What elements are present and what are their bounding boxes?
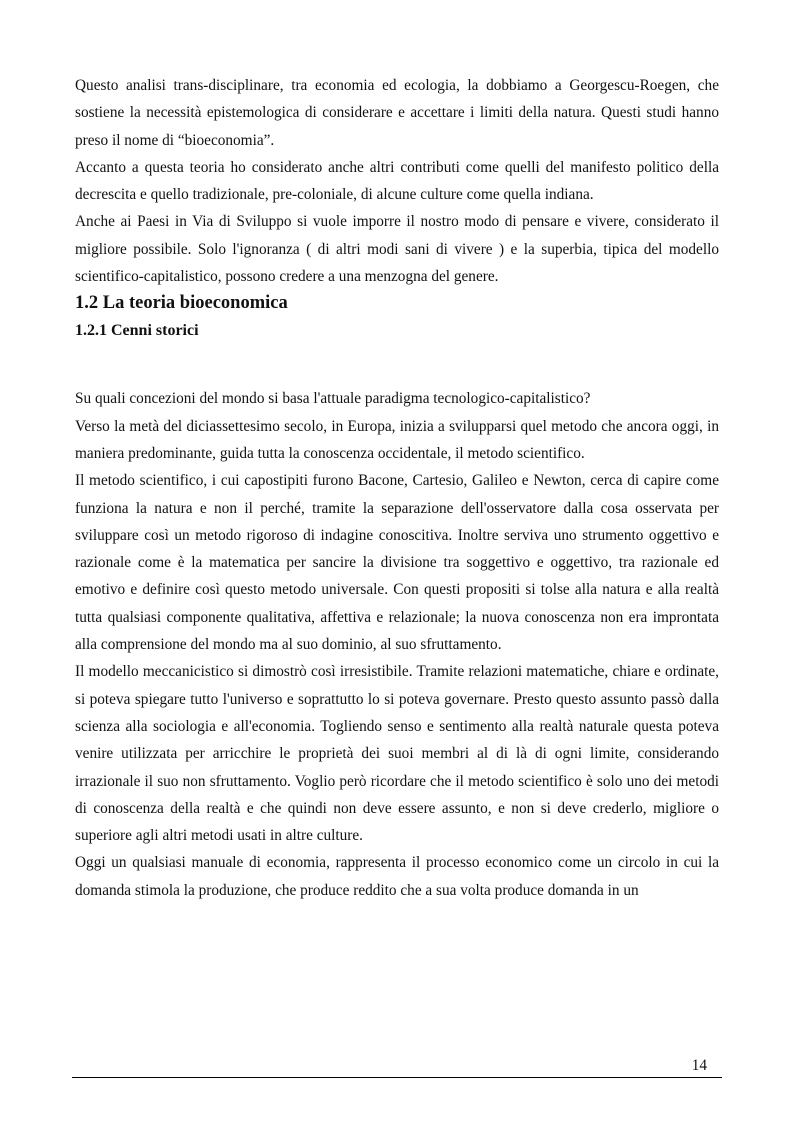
body-paragraph-1: Su quali concezioni del mondo si basa l'attuale paradigma tecnologico-capitalistico? (75, 390, 591, 408)
body-paragraph-4: Il modello meccanicistico si dimostrò così irresistibile. Tramite relazioni matematiche, chiare e ordinate, si poteva spiegare tutto l'universo e soprattutto lo si poteva governare. Presto questo assunto passò dalla scienza alla sociologia e all'economia. Togliendo senso e sentimento alla realtà naturale questa poteva venire utilizzata per arricchire le proprietà dei suoi membri al di là di ogni limite, considerando irrazionale il suo non sfruttamento. Voglio però ricordare che il metodo scientifico è solo uno dei metodi di conoscenza della realtà e che quindi non deve essere assunto, e non si deve crederlo, migliore o superiore agli altri metodi usati in altre culture. (75, 663, 719, 845)
footer-divider (72, 1077, 722, 1078)
page-content (75, 72, 719, 904)
section-heading: 1.2 La teoria bioeconomica (75, 293, 288, 314)
intro-paragraph-2: Accanto a questa teoria ho considerato anche altri contributi come quelli del manifesto politico della decrescita e quello tradizionale, pre-coloniale, di alcune culture come quella indiana. (75, 158, 719, 204)
body-paragraph-2: Verso la metà del diciassettesimo secolo, in Europa, inizia a svilupparsi quel metodo che ancora oggi, in maniera predominante, guida tutta la conoscenza occidentale, il metodo scientifico. (75, 417, 719, 462)
body-paragraph-5: Oggi un qualsiasi manuale di economia, rappresenta il processo economico come un circolo in cui la domanda stimola la produzione, che produce reddito che a sua volta produce domanda in un (75, 854, 719, 899)
intro-paragraph-1: Questo analisi trans-disciplinare, tra economia ed ecologia, la dobbiamo a Georgescu-Roegen, che sostiene la necessità epistemologica di considerare e accettare i limiti della natura. Questi studi hanno preso il nome di “bioeconomia”. (75, 77, 719, 149)
page-number: 14 (691, 1057, 707, 1074)
subsection-heading: 1.2.1 Cenni storici (75, 322, 199, 340)
body-paragraph-3: Il metodo scientifico, i cui capostipiti furono Bacone, Cartesio, Galileo e Newton, cerca di capire come funziona la natura e non il perché, tramite la separazione dell'osservatore dalla cosa osservata per sviluppare così un metodo rigoroso di indagine conoscitiva. Inoltre serviva uno strumento oggettivo e razionale come è la matematica per sancire la divisione tra soggettivo e oggettivo, tra razionale ed emotivo e definire così questo metodo universale. Con questi propositi si tolse alla natura e alla realtà tutta qualsiasi componente qualitativa, affettiva e relazionale; la nuova conoscenza non era improntata alla comprensione del mondo ma al suo dominio, al suo sfruttamento. (75, 472, 719, 654)
intro-paragraph-3: Anche ai Paesi in Via di Sviluppo si vuole imporre il nostro modo di pensare e vivere, considerato il migliore possibile. Solo l'ignoranza ( di altri modi sani di vivere ) e la superbia, tipica del modello scientifico-capitalistico, possono credere a una menzogna del genere. (75, 213, 719, 286)
